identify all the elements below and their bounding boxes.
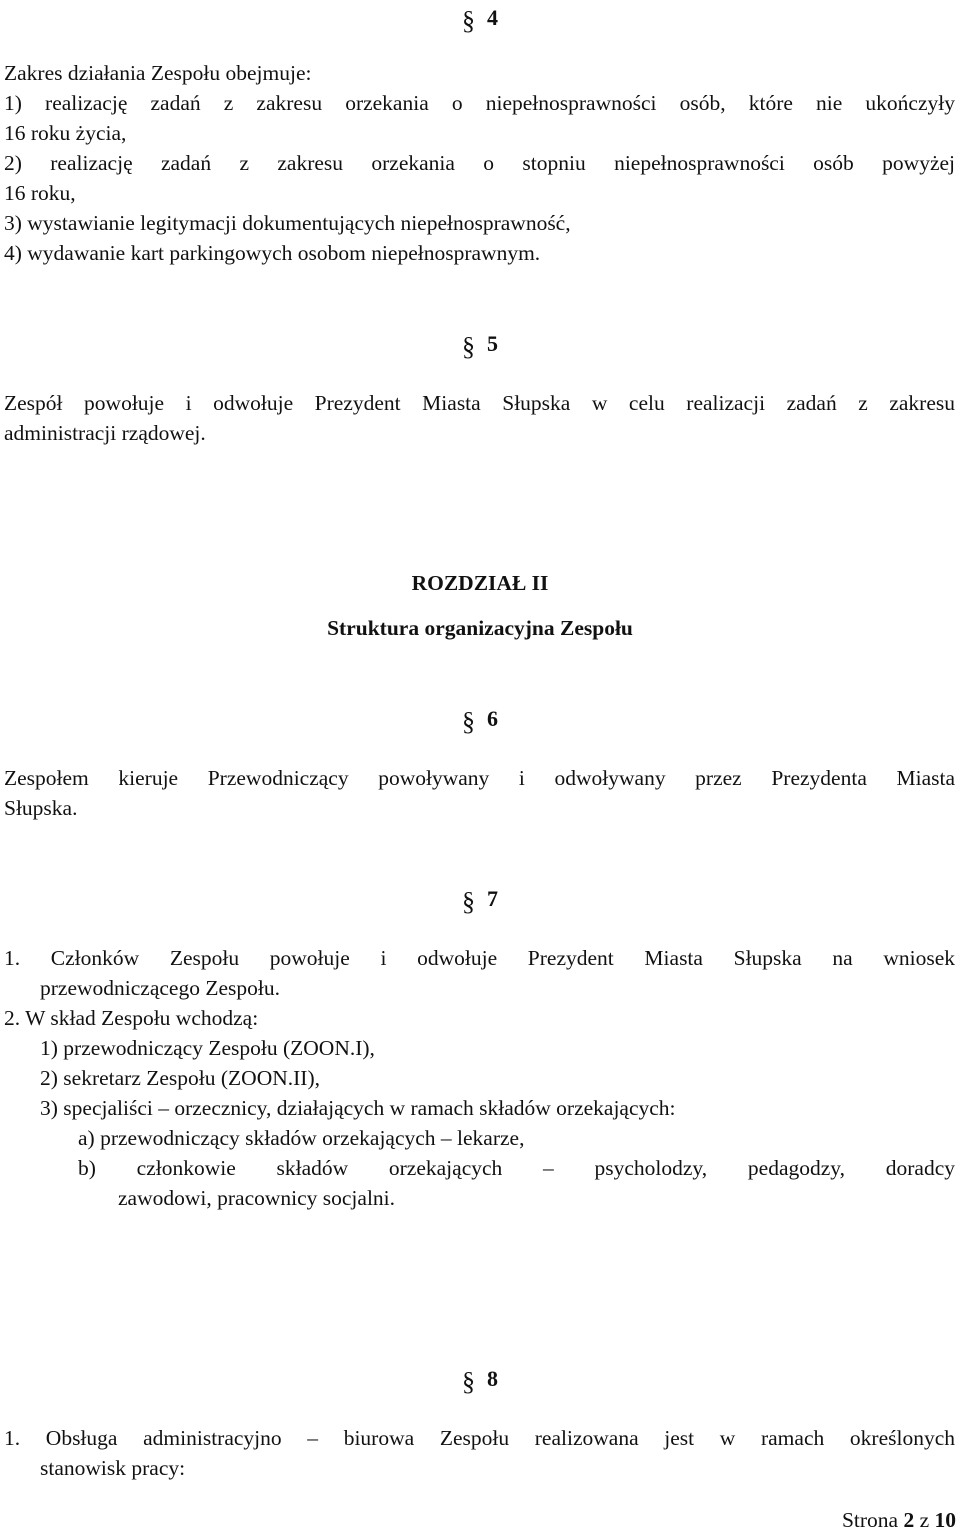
par7-item-2: 2) sekretarz Zespołu (ZOON.II),	[40, 1066, 320, 1090]
footer-separator: z	[919, 1508, 930, 1532]
par7-item-1: 1) przewodniczący Zespołu (ZOON.I),	[40, 1036, 375, 1060]
par6-line-1: Zespołem kieruje Przewodniczący powoływany i odwoływany przez Prezydenta Miasta	[4, 766, 955, 790]
section-number: 7	[487, 886, 498, 911]
scope-item-2: 2) realizację zadań z zakresu orzekania o stopniu niepełnosprawności osób powyżej	[4, 151, 955, 175]
section-heading-8	[462, 1365, 498, 1396]
scope-item-1-cont: 16 roku życia,	[4, 121, 127, 145]
section-sign: §	[462, 6, 475, 35]
scope-intro: Zakres działania Zespołu obejmuje:	[4, 61, 312, 85]
par5-line-1: Zespół powołuje i odwołuje Prezydent Miasta Słupska w celu realizacji zadań z zakresu	[4, 391, 955, 415]
section-sign: §	[462, 1367, 475, 1396]
footer-page-number: 2	[903, 1508, 915, 1532]
section-sign: §	[462, 332, 475, 361]
chapter-title: ROZDZIAŁ II	[411, 571, 549, 595]
page-footer	[842, 1507, 956, 1533]
par7-item-a: a) przewodniczący składów orzekających – lekarze,	[78, 1126, 525, 1150]
section-heading-7	[462, 885, 498, 916]
par7-point-2: 2. W skład Zespołu wchodzą:	[4, 1006, 259, 1030]
par7-item-3: 3) specjaliści – orzecznicy, działających w ramach składów orzekających:	[40, 1096, 676, 1120]
section-heading-4	[462, 4, 498, 35]
par8-point-1: 1. Obsługa administracyjno – biurowa Zespołu realizowana jest w ramach określonych	[4, 1426, 955, 1450]
par7-point-1-cont: przewodniczącego Zespołu.	[40, 976, 280, 1000]
footer-page-total: 10	[934, 1508, 956, 1532]
section-number: 4	[487, 5, 498, 30]
chapter-subtitle: Struktura organizacyjna Zespołu	[327, 616, 633, 640]
par8-point-1-cont: stanowisk pracy:	[40, 1456, 186, 1480]
section-heading-5	[462, 330, 498, 361]
par7-item-b-cont: zawodowi, pracownicy socjalni.	[118, 1186, 396, 1210]
scope-item-3: 3) wystawianie legitymacji dokumentujących niepełnosprawność,	[4, 211, 571, 235]
section-number: 8	[487, 1366, 498, 1391]
par7-item-b: b) członkowie składów orzekających – psycholodzy, pedagodzy, doradcy	[78, 1156, 955, 1180]
scope-item-2-cont: 16 roku,	[4, 181, 76, 205]
section-sign: §	[462, 887, 475, 916]
scope-item-1: 1) realizację zadań z zakresu orzekania o niepełnosprawności osób, które nie ukończyły	[4, 91, 955, 115]
scope-item-4: 4) wydawanie kart parkingowych osobom niepełnosprawnym.	[4, 241, 541, 265]
section-sign: §	[462, 707, 475, 736]
footer-prefix: Strona	[841, 1508, 899, 1532]
par6-line-2: Słupska.	[4, 796, 78, 820]
section-number: 5	[487, 331, 498, 356]
section-heading-6	[462, 705, 498, 736]
par7-point-1: 1. Członków Zespołu powołuje i odwołuje Prezydent Miasta Słupska na wniosek	[4, 946, 955, 970]
par5-line-2: administracji rządowej.	[4, 421, 206, 445]
section-number: 6	[487, 706, 498, 731]
